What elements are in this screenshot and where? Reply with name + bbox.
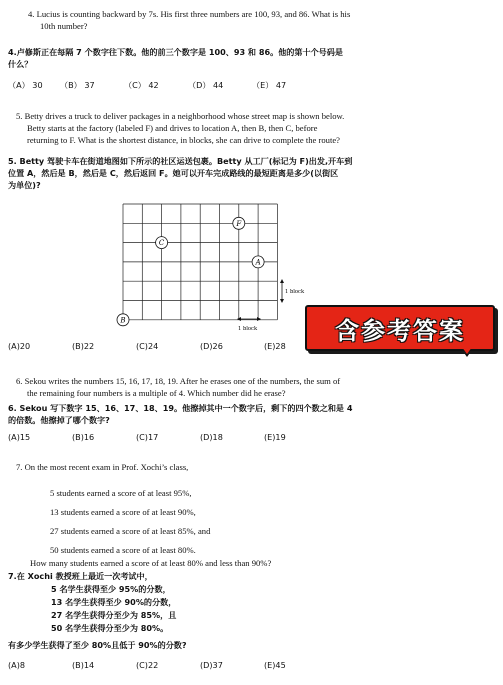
q6-en-line2: the remaining four numbers is a multiple of 4. Which number did he erase?	[27, 388, 286, 398]
scale-vertical-label: 1 block	[285, 289, 305, 295]
q7-en-item-3: 27 students earned a score of at least 85%, and	[50, 526, 211, 536]
q4-english	[28, 8, 498, 32]
q5-en-line2: Betty starts at the factory (labeled F) and drives to location A, then B, then C, before	[27, 123, 318, 133]
location-a	[252, 256, 264, 268]
q7-zh-item-4: 50 名学生获得分至少为 80%。	[51, 623, 169, 633]
q6-choices	[8, 431, 304, 443]
scale-vertical-arrow-down	[280, 299, 284, 303]
q4-choice-e: （E） 47	[252, 80, 287, 90]
answer-banner	[305, 305, 497, 355]
q7-choices	[8, 659, 304, 671]
q6-choice-c: (C)17	[136, 432, 159, 442]
q4-choice-a: （A） 30	[8, 80, 43, 90]
location-c-label: C	[158, 239, 165, 248]
q5-zh-line2: 位置 A，然后是 B，然后是 C，然后返回 F。她可以开车完成路线的最短距离是多少(以街区	[8, 168, 339, 178]
q6-zh-line1: 6. Sekou 写下数字 15、16、17、18、19。他擦掉其中一个数字后，剩下的四个数之和是 4	[8, 403, 353, 413]
q4-choice-b: （B） 37	[60, 80, 95, 90]
q7-zh-intro-text: 7.在 Xochi 教授班上最近一次考试中，	[8, 571, 153, 581]
q5-choices	[8, 340, 304, 352]
q7-choice-e: (E)45	[264, 660, 286, 670]
q7-en-item-2: 13 students earned a score of at least 90%,	[50, 507, 196, 517]
q7-zh-item-3: 27 名学生获得分至少为 85%，且	[51, 610, 177, 620]
q5-choice-a: (A)20	[8, 341, 31, 351]
q4-choice-c: （C） 42	[124, 80, 159, 90]
scale-horizontal-label: 1 block	[238, 326, 258, 332]
q4-en-line1: 4. Lucius is counting backward by 7s. His first three numbers are 100, 93, and 86. What is his	[28, 9, 351, 19]
q6-choice-d: (D)18	[200, 432, 223, 442]
q7-zh-item-2: 13 名学生获得至少 90%的分数，	[51, 597, 177, 607]
q7-zh-question	[8, 639, 500, 651]
q6-choice-a: (A)15	[8, 432, 31, 442]
q7-choice-c: (C)22	[136, 660, 159, 670]
q4-zh-line1: 4.卢修斯正在每隔 7 个数字往下数。他的前三个数字是 100、93 和 86。他的第十个号码是	[8, 47, 343, 57]
q7-en-item-1: 5 students earned a score of at least 95%,	[50, 488, 192, 498]
q6-choice-b: (B)16	[72, 432, 95, 442]
banner-text: 含参考答案	[335, 316, 465, 345]
banner-tail-inner	[459, 343, 475, 354]
scale-horizontal-arrow-right	[257, 317, 261, 321]
q6-chinese	[8, 402, 500, 426]
q7-choice-a: (A)8	[8, 660, 26, 670]
q7-zh-intro	[8, 570, 500, 582]
q7-en-item-4: 50 students earned a score of at least 80%.	[50, 545, 196, 555]
q6-english	[16, 375, 498, 399]
location-f-label: F	[236, 219, 242, 228]
q5-choice-c: (C)24	[136, 341, 159, 351]
q6-zh-line2: 的倍数。他擦掉了哪个数字?	[8, 415, 110, 425]
location-c	[156, 237, 168, 249]
q5-choice-e: (E)28	[264, 341, 286, 351]
q5-en-line1: 5. Betty drives a truck to deliver packages in a neighborhood whose street map is shown below.	[16, 111, 345, 121]
q5-chinese	[8, 155, 500, 191]
q5-choice-d: (D)26	[200, 341, 223, 351]
q7-zh-item-1: 5 名学生获得至少 95%的分数，	[51, 584, 171, 594]
q6-en-line1: 6. Sekou writes the numbers 15, 16, 17, 18, 19. After he erases one of the numbers, the sum of	[16, 376, 341, 386]
location-b-label: B	[120, 316, 126, 325]
q7-choice-b: (B)14	[72, 660, 95, 670]
q7-zh-items	[51, 583, 491, 635]
q4-zh-line2: 什么？	[8, 59, 33, 69]
q5-english	[16, 110, 498, 146]
scale-vertical-arrow-up	[280, 279, 284, 283]
q5-zh-line1: 5. Betty 驾驶卡车在街道地图如下所示的社区运送包裹。Betty 从工厂(标记为 F)出发,开车到	[8, 156, 353, 166]
q5-zh-line3: 为单位)?	[8, 180, 41, 190]
street-map	[110, 200, 310, 338]
q4-choices	[8, 79, 312, 91]
q7-en-intro: 7. On the most recent exam in Prof. Xochi’s class,	[16, 462, 189, 472]
q7-en-items	[50, 484, 490, 560]
q6-choice-e: (E)19	[264, 432, 286, 442]
location-b	[117, 314, 129, 326]
location-a-label: A	[255, 258, 261, 267]
q5-en-line3: returning to F. What is the shortest distance, in blocks, she can drive to complete the route?	[27, 135, 340, 145]
q4-chinese	[8, 46, 498, 70]
q7-en-question: How many students earned a score of at least 80% and less than 90%?	[30, 558, 272, 568]
q5-choice-b: (B)22	[72, 341, 95, 351]
street-map-grid	[110, 200, 310, 338]
q7-zh-question-text: 有多少学生获得了至少 80%且低于 90%的分数?	[8, 640, 187, 650]
q4-en-line2: 10th number?	[40, 21, 88, 31]
q4-choice-d: （D） 44	[188, 80, 224, 90]
location-f	[233, 217, 245, 229]
q7-choice-d: (D)37	[200, 660, 223, 670]
